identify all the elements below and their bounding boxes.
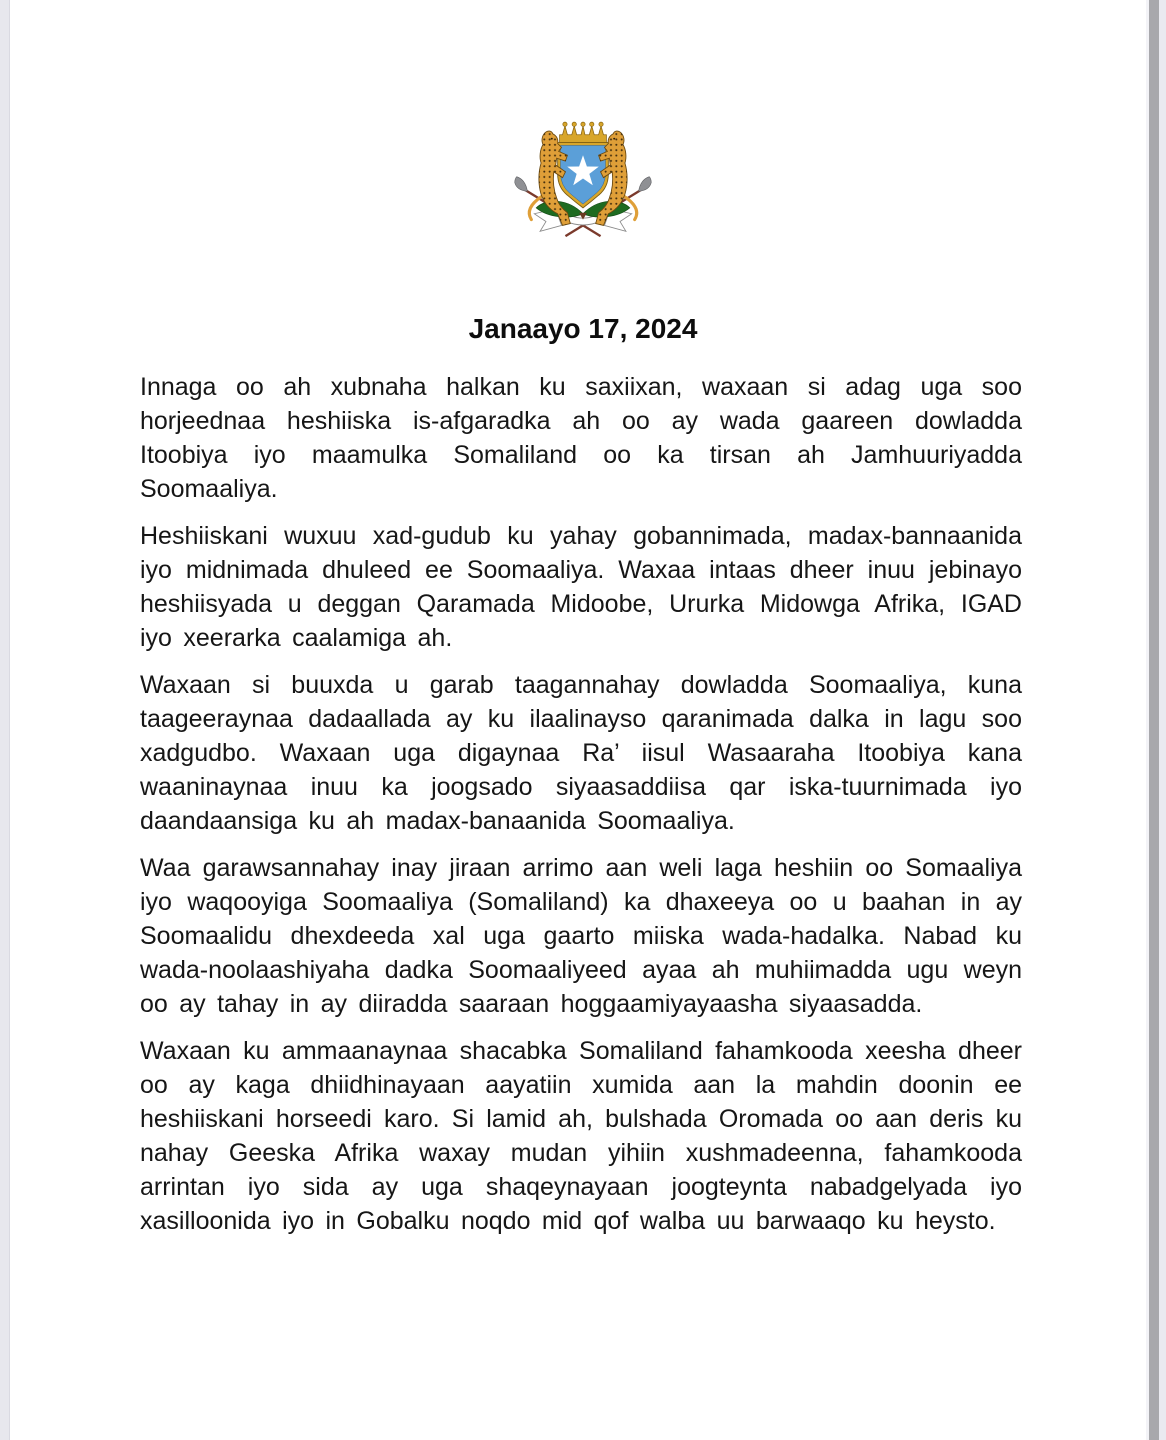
body-paragraph: Waa garawsannahay inay jiraan arrimo aan weli laga heshiin oo Somaaliya iyo waqooyiga Soomaaliya (Somaliland) ka dhaxeeya oo u baahan in ay Soomaalidu dhexdeeda xal uga gaarto miiska wada-hadalka. Nabad ku wada-noolaashiyaha dadka Soomaaliyeed ayaa ah muhiimadda ugu weyn oo ay tahay in ay diiradda saaraan hoggaamiyayaasha siyaasadda. <box>140 854 1022 1018</box>
spear-head-left <box>515 177 528 192</box>
date-heading: Janaayo 17, 2024 <box>468 313 698 344</box>
emblem-container <box>0 116 1166 258</box>
leopard-eye <box>551 138 553 140</box>
body-paragraph: Innaga oo ah xubnaha halkan ku saxiixan, waxaan si adag uga soo horjeednaa heshiiska is-afgaradka ah oo ay wada gaareen dowladda Itoobiya iyo maamulka Somaliland oo ka tirsan ah Jamhuuriyadda Soomaaliya. <box>140 373 1022 503</box>
shield <box>558 143 609 208</box>
statement-body <box>140 370 1022 1238</box>
body-paragraph: Waxaan si buuxda u garab taagannahay dowladda Soomaaliya, kuna taageeraynaa dadaallada ay ku ilaalinayso qaranimada dalka in lagu soo xadgudbo. Waxaan uga digaynaa Ra’ iisul Wasaaraha Itoobiya kana waaninaynaa inuu ka joogsado siyaasaddiisa qar iska-tuurnimada iyo daandaansiga ku ah madax-banaanida Soomaaliya. <box>140 671 1022 835</box>
spear-head-right <box>639 177 652 192</box>
crown <box>560 122 607 143</box>
somalia-coat-of-arms-icon <box>505 116 661 253</box>
body-paragraph: Heshiiskani wuxuu xad-gudub ku yahay gobannimada, madax-bannaanida iyo midnimada dhuleed ee Soomaaliya. Waxaa intaas dheer inuu jebinayo heshiisyada u deggan Qaramada Midoobe, Ururka Midowga Afrika, IGAD iyo xeerarka caalamiga ah. <box>140 522 1022 652</box>
body-paragraph: Waxaan ku ammaanaynaa shacabka Somaliland fahamkooda xeesha dheer oo ay kaga dhiidhinayaan aayatiin xumida aan la mahdin doonin ee heshiiskani horseedi karo. Si lamid ah, bulshada Oromada oo aan deris ku nahay Geeska Afrika waxay mudan yihiin xushmadeenna, fahamkooda arrintan iyo sida ay uga shaqeynayaan joogteynta nabadgelyada iyo xasilloonida iyo in Gobalku noqdo mid qof walba uu barwaaqo ku heysto. <box>140 1037 1022 1235</box>
